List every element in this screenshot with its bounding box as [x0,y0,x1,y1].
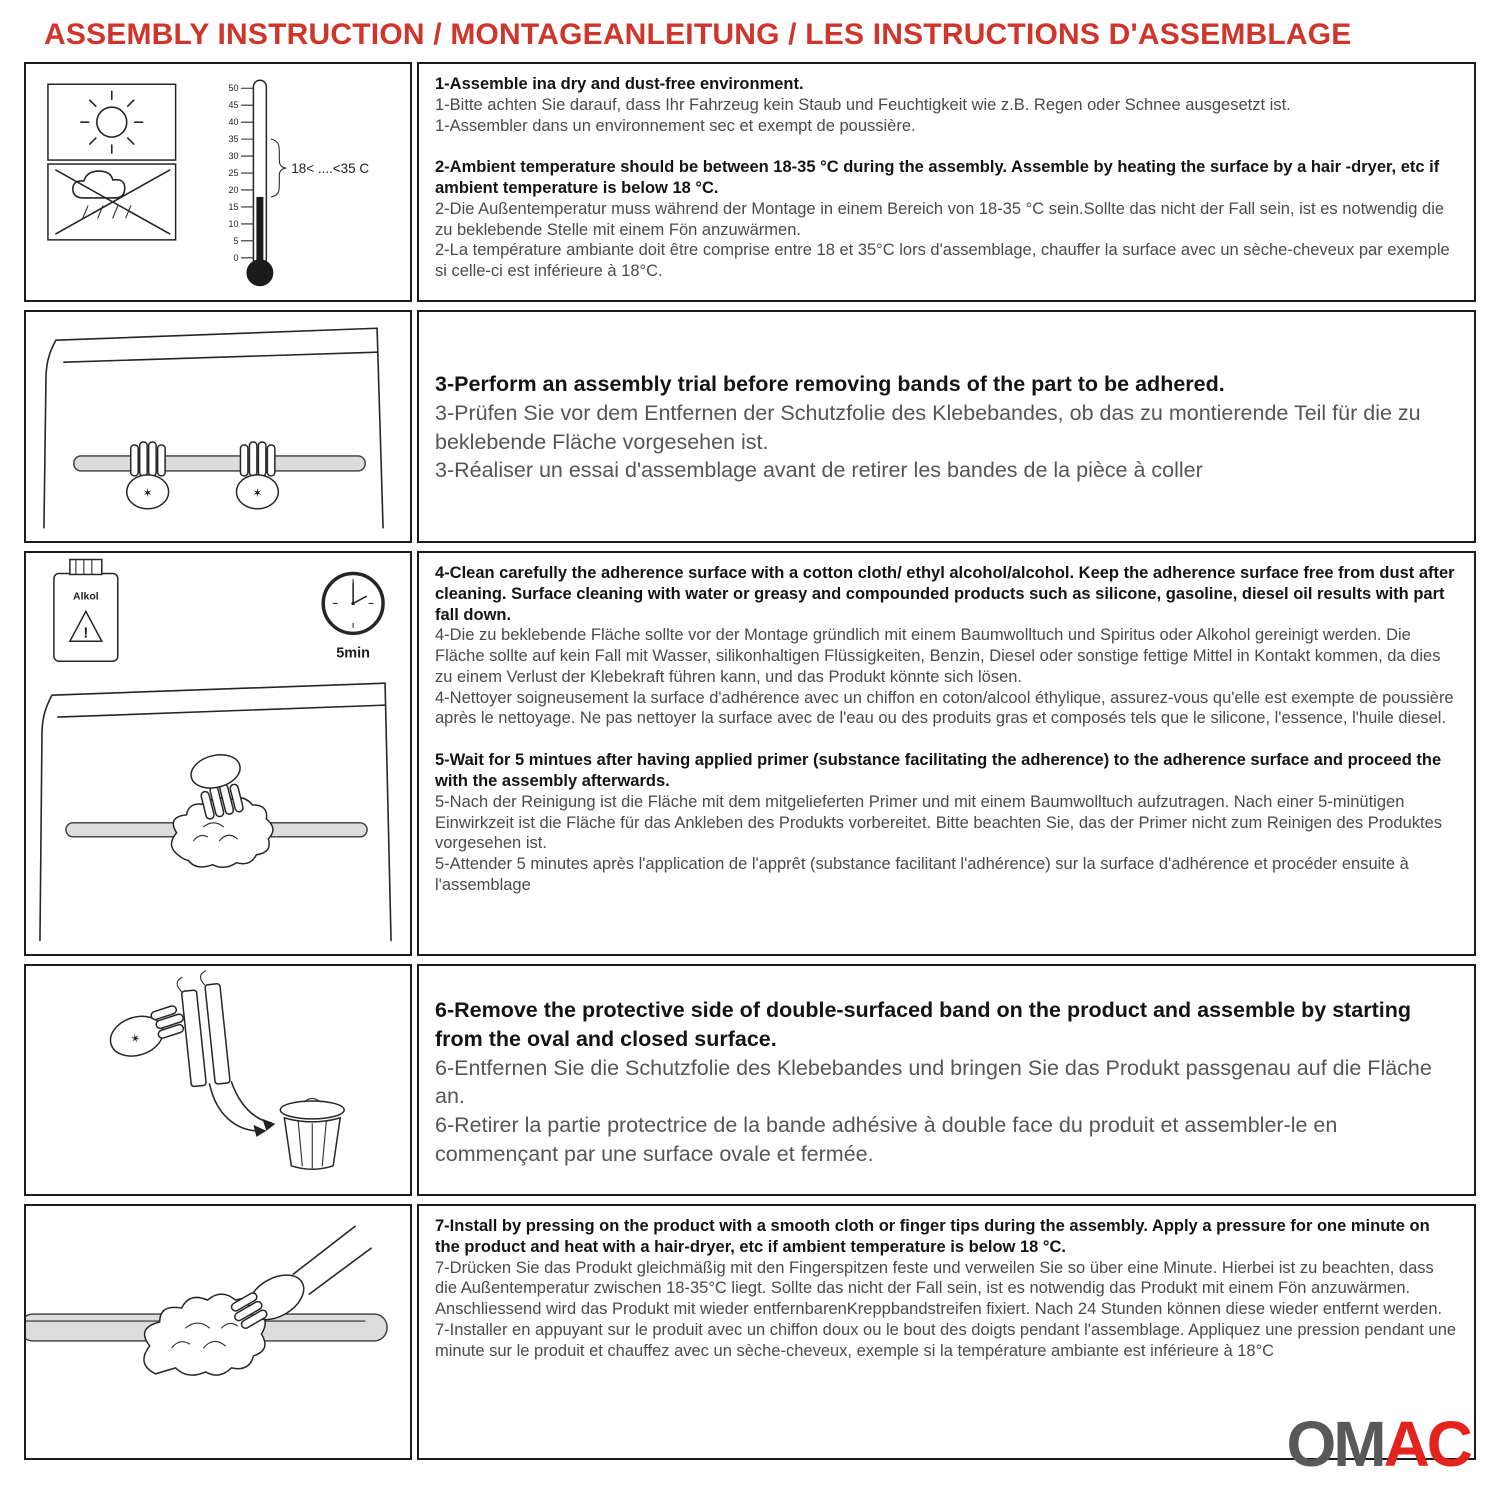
hand-icon [105,1002,190,1062]
instruction-paragraph: 6-Entfernen Sie die Schutzfolie des Klebebandes und bringen Sie das Produkt passgenau auf die Fläche an. [435,1055,1432,1109]
instruction-paragraph: 2-La température ambiante doit être comprise entre 18 et 35°C lors d'assemblage, chauffer la surface avec un sèche-cheveux par exemple si celle-ci est inférieure à 18°C. [435,241,1450,281]
instruction-paragraph: 2-Die Außentemperatur muss während der Montage in einem Bereich von 18-35 °C sein.Sollte das nicht der Fall sein, ist es notwendig die zu beklebende Stelle mit einem Fön anzuwärmen. [435,199,1445,239]
tick-label: 15 [228,201,239,212]
remove-band-illustration [26,968,410,1193]
illustration-panel-1 [24,62,412,302]
omac-logo-red-part: AC [1383,1408,1470,1480]
cloth-icon [144,1294,265,1375]
instruction-paragraph: 6-Retirer la partie protectrice de la bande adhésive à double face du produit et assembler-le en commençant par une surface ovale et fermée. [435,1113,1338,1166]
alcohol-label: Alkol [73,590,99,602]
glove-star: ✶ [142,485,153,500]
instruction-paragraph: 1-Assembler dans un environnement sec et exempt de poussière. [435,116,916,135]
pressing-illustration [26,1208,410,1456]
illustration-panel-4 [24,964,412,1196]
tick-label: 45 [228,100,239,111]
instruction-section-4 [24,964,1476,1196]
tick-label: 10 [228,218,239,229]
instruction-paragraph: 5-Wait for 5 mintues after having applied primer (substance facilitating the adherence) to the adherence surface and proceed the with the assembly afterwards. [435,751,1442,791]
instruction-rows [24,62,1476,1460]
range-bracket [271,139,286,197]
illustration-panel-3 [24,551,412,956]
instruction-paragraph: 1-Bitte achten Sie darauf, dass Ihr Fahrzeug kein Staub und Feuchtigkeit wie z.B. Regen oder Schnee ausgesetzt ist. [435,95,1291,114]
instruction-paragraph: 4-Nettoyer soigneusement la surface d'adhérence avec un chiffon en coton/alcool éthylique, assurez-vous qu'elle est exempte de poussière après le nettoyage. Ne pas nettoyer la surface avec de l'eau ou des produits gras et composés tels que le silicone, l'essence, l'huile diesel. [435,688,1454,728]
instruction-paragraph: 3-Prüfen Sie vor dem Entfernen der Schutzfolie des Klebebandes, ob das zu montierende Teil für die zu beklebende Fläche vorgesehen ist. [435,400,1421,454]
peel-strips-icon [176,969,230,1087]
discard-arrows [210,1081,276,1136]
glove-star: ✶ [128,1029,143,1047]
illustration-panel-2 [24,310,412,543]
omac-logo-gray-part: OM [1286,1408,1384,1480]
instruction-text-2 [417,310,1476,543]
assembly-trial-illustration [26,314,410,540]
instruction-paragraph: 7-Install by pressing on the product with a smooth cloth or finger tips during the assembly. Apply a pressure for one minute on the product and heat with a hair-dryer, etc if ambient temperature is below 18 °C. [435,1217,1430,1256]
tick-label: 25 [228,168,239,179]
tick-label: 50 [228,83,239,94]
tick-label: 0 [233,252,239,263]
cleaning-illustration [26,555,410,953]
tick-label: 35 [228,134,239,145]
clock-label: 5min [336,644,371,661]
warning-mark: ! [83,623,89,641]
illustration-panel-5 [24,1204,412,1460]
trash-bin-icon [280,1098,344,1169]
clock-icon [323,573,383,661]
omac-logo [1286,1408,1470,1480]
page-title: ASSEMBLY INSTRUCTION / MONTAGEANLEITUNG / LES INSTRUCTIONS D'ASSEMBLAGE [44,18,1352,51]
instruction-section-3 [24,551,1476,956]
tick-label: 20 [228,184,239,195]
temperature-range-label: 18< ....<35 C [291,161,370,177]
no-rain-icon [48,164,176,240]
thermometer-icon [228,80,369,285]
instruction-paragraph: 3-Réaliser un essai d'assemblage avant de retirer les bandes de la pièce à coller [435,458,1203,483]
tick-label: 5 [233,235,239,246]
instruction-paragraph: 7-Installer en appuyant sur le produit avec un chiffon doux ou le bout des doigts pendant l'assemblage. Appliquez une pression pendant une minute sur le produit et chauffez avec un sèche-cheveux, exemple si la température ambiante est inférieure à 18°C [435,1320,1457,1360]
instruction-paragraph: 5-Attender 5 minutes après l'application de l'apprêt (substance facilitant l'adhérence) sur la surface d'adhérence et procéder ensuite à l'assemblage [435,855,1409,894]
instruction-text-4 [417,964,1476,1196]
instruction-paragraph: 7-Drücken Sie das Produkt gleichmäßig mit den Fingerspitzen feste und verweilen Sie so über eine Minute. Hierbei ist zu beachten, dass die Außentemperatur zwischen 18-35°C liegt. Sollte das nicht der Fall sein, ist es notwendig das Produkt mit einem Fön anzuwärmen. Anschliessend wird das Produkt mit wieder entfernbarenKreppbandstreifen fixiert. Nach 24 Stunden können diese wieder entfernt werden. [435,1258,1443,1319]
instruction-section-1 [24,62,1476,302]
instruction-paragraph: 5-Nach der Reinigung ist die Fläche mit dem mitgelieferten Primer und mit einem Baumwolltuch aufzutragen. Nach einer 5-minütigen Einwirkzeit ist die Fläche für das Ankleben des Produkts vorbereitet. Bitte beachten Sie, das der Primer nicht zum Reinigen des Produktes vorgesehen ist. [435,792,1443,853]
instruction-paragraph: 3-Perform an assembly trial before removing bands of the part to be adhered. [435,372,1225,396]
cleaning-hand-icon [171,749,272,866]
environment-temperature-illustration [26,66,410,298]
hand-icon [236,441,278,508]
instruction-paragraph: 2-Ambient temperature should be between 18-35 °C during the assembly. Assemble by heating the surface by a hair -dryer, etc if ambient temperature is below 18 °C. [435,158,1440,198]
tick-label: 30 [228,151,239,162]
instruction-text-1 [417,62,1476,302]
instruction-section-2 [24,310,1476,543]
tick-label: 40 [228,117,239,128]
hand-icon [127,441,169,508]
instruction-text-3 [417,551,1476,956]
instruction-paragraph: 4-Clean carefully the adherence surface with a cotton cloth/ ethyl alcohol/alcohol. Keep the adherence surface free from dust after cleaning. Surface cleaning with water or greasy and compounded products such as silicone, gasoline, diesel oil results with part fall down. [435,564,1455,624]
instruction-paragraph: 6-Remove the protective side of double-surfaced band on the product and assemble by starting from the oval and closed surface. [435,998,1412,1051]
instruction-paragraph: 4-Die zu beklebende Fläche sollte vor der Montage gründlich mit einem Baumwolltuch und Spiritus oder Alkohol gereinigt werden. Die Fläche sollte auf kein Fall mit Wasser, silikonhaltigen Flüssigkeiten, Benzin, Diesel oder sonstige fettige Mittel in Kontakt kommen, da dies zu einem Verlust der Klebekraft führen kann, und das Produkt könnte sich lösen. [435,626,1441,686]
glove-star: ✶ [252,485,263,500]
instruction-paragraph: 1-Assemble ina dry and dust-free environment. [435,75,804,93]
trim-strip [74,455,365,470]
alcohol-bottle-icon [54,559,118,661]
instruction-section-5 [24,1204,1476,1460]
car-door-sketch [44,328,383,527]
sun-icon [48,84,176,160]
